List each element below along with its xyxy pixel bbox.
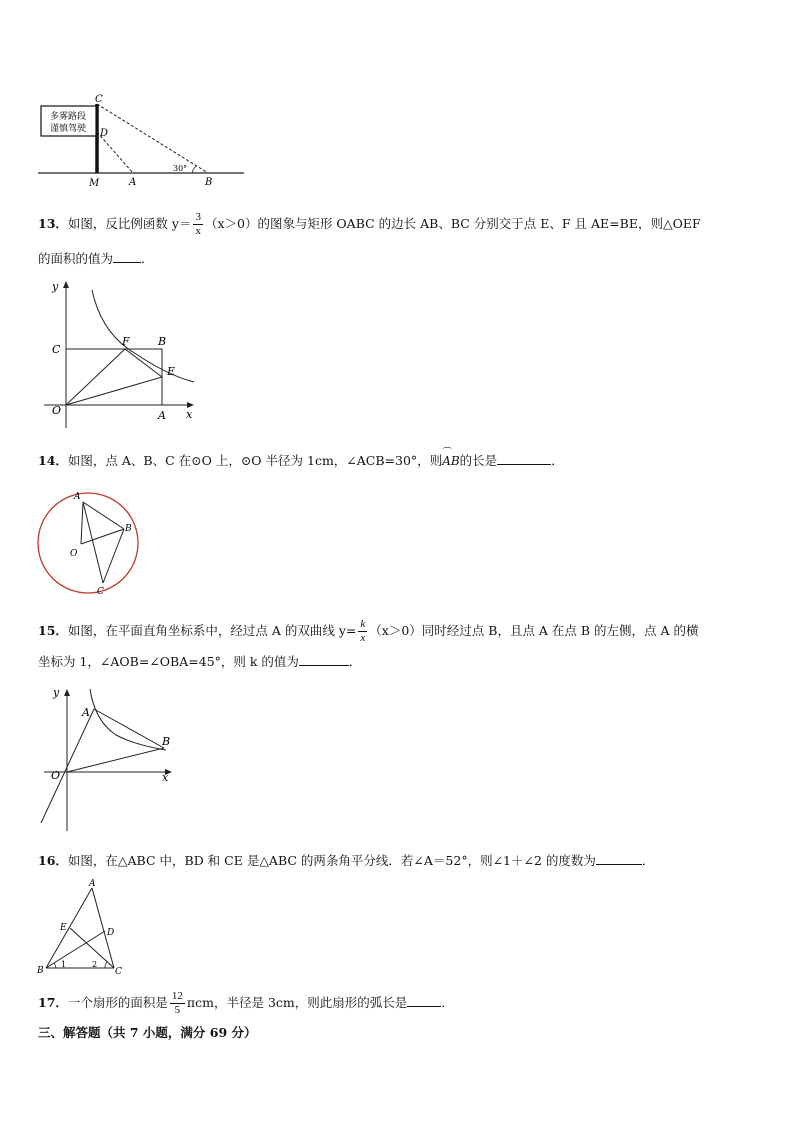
- label-C: C: [97, 587, 104, 597]
- question-13-line-1: 13．如图，反比例函数 y＝ $\frac{3}{x}$ （x＞0）的图象与矩形 OABC 的边长 AB、BC 分别交于点 E、F 且 AE=BE，则△OEF: [38, 211, 701, 237]
- fraction-3-over-x: $\frac{3}{x}$: [195, 211, 201, 237]
- label-B: B: [158, 335, 167, 348]
- answer-blank-13[interactable]: [113, 250, 141, 263]
- label-M: M: [89, 178, 100, 189]
- question-17-line: 17．一个扇形的面积是 $\frac{12}{5}$ πcm，半径是 3cm，则此扇形的弧长是 ．: [38, 990, 454, 1016]
- label-C: C: [52, 343, 61, 356]
- label-A: A: [82, 706, 90, 719]
- question-15-number: 15．: [38, 623, 68, 638]
- label-B: B: [37, 966, 44, 976]
- arc-AB-symbol: ⌒ AB: [442, 454, 459, 468]
- answer-blank-16[interactable]: [596, 852, 642, 865]
- hyperbola-rectangle-figure: [36, 278, 206, 438]
- axis-label-x: x: [186, 408, 193, 421]
- sign-line-1: 多雾路段: [49, 112, 87, 122]
- label-angle-1: 1: [61, 960, 67, 969]
- answer-blank-15[interactable]: [299, 653, 349, 666]
- section-3-heading: 三、解答题（共 7 小题，满分 69 分）: [38, 1025, 257, 1040]
- label-B: B: [205, 177, 213, 188]
- question-15-line-2: 坐标为 1，∠AOB=∠OBA=45°，则 k 的值为 ．: [38, 654, 362, 669]
- label-angle-2: 2: [92, 960, 98, 969]
- question-14-line: 14．如图，点 A、B、C 在⊙O 上，⊙O 半径为 1cm，∠ACB=30°，则⌒ AB的长是 ．: [38, 452, 564, 470]
- question-13-line-2: 的面积的值为 ．: [38, 251, 154, 266]
- label-D: D: [100, 128, 109, 139]
- label-B: B: [162, 735, 171, 748]
- label-B: B: [125, 524, 132, 534]
- label-D: D: [107, 928, 115, 938]
- label-A: A: [129, 177, 137, 188]
- question-16-number: 16．: [38, 853, 68, 868]
- axis-label-y: y: [53, 686, 60, 699]
- sign-line-2: 谨慎驾驶: [49, 124, 87, 134]
- label-C: C: [115, 967, 122, 977]
- axis-label-x: x: [162, 771, 169, 784]
- question-17-number: 17．: [38, 995, 68, 1010]
- fraction-12-over-5: $\frac{12}{5}$: [171, 990, 183, 1016]
- axis-label-y: y: [52, 280, 59, 293]
- answer-blank-17[interactable]: [407, 994, 441, 1007]
- triangle-bisector-figure: [36, 876, 136, 978]
- circle-figure: [36, 488, 146, 598]
- label-A: A: [89, 879, 96, 889]
- coordinate-hyperbola-figure: [36, 683, 186, 833]
- question-16-line: 16．如图，在△ABC 中，BD 和 CE 是△ABC 的两条角平分线．若∠A＝52°，则∠1＋∠2 的度数为 ．: [38, 853, 655, 868]
- question-15-line-1: 15．如图，在平面直角坐标系中，经过点 A 的双曲线 y= $\frac{k}{x}$ （x＞0）同时经过点 B，且点 A 在点 B 的左侧，点 A 的横: [38, 618, 699, 644]
- label-angle-30: 30°: [173, 164, 188, 173]
- answer-blank-14[interactable]: [497, 452, 551, 465]
- label-E: E: [167, 365, 176, 378]
- fraction-k-over-x: $\frac{k}{x}$: [360, 618, 366, 644]
- label-A: A: [74, 492, 81, 502]
- label-A: A: [158, 409, 166, 422]
- label-O: O: [52, 404, 62, 417]
- label-F: F: [122, 335, 130, 348]
- label-O: O: [70, 549, 78, 559]
- label-C: C: [95, 94, 103, 105]
- question-13-number: 13．: [38, 216, 68, 231]
- fog-sign-figure: [36, 92, 250, 192]
- label-E: E: [60, 923, 67, 933]
- label-O: O: [51, 769, 61, 782]
- question-14-number: 14．: [38, 453, 68, 468]
